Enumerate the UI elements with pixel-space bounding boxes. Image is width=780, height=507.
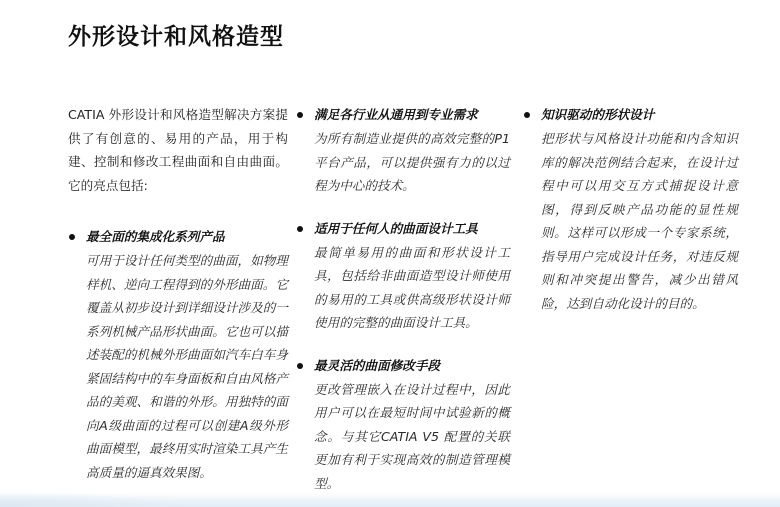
feature-surface-tools bbox=[296, 217, 510, 335]
bullet-heading-text: 最全面的集成化系列产品 bbox=[86, 229, 225, 244]
bullet-heading-text: 满足各行业从通用到专业需求 bbox=[314, 107, 478, 122]
column-1 bbox=[68, 103, 288, 484]
feature-knowledge-driven bbox=[523, 103, 738, 315]
page-title: 外形设计和风格造型 bbox=[68, 24, 284, 50]
column-2 bbox=[296, 103, 510, 495]
bullet-heading-text: 适用于任何人的曲面设计工具 bbox=[314, 220, 478, 236]
bullet-body: 更改管理嵌入在设计过程中，因此用户可以在最短时间中试验新的概念。与其它CATIA V5 配置的关联更加有利于实现高效的制造管理模型。 bbox=[314, 381, 510, 491]
bullet-heading bbox=[296, 217, 510, 241]
bullet-body: 把形状与风格设计功能和内含知识库的解决范例结合起来，在设计过程中可以用交互方式捕捉设计意图，得到反映产品功能的显性规则。这样可以形成一个专家系统，指导用户完成设计任务，对违反规则和冲突提出警告，减少出错风险，达到自动化设计的目的。 bbox=[541, 131, 738, 311]
bullet-body: 最简单易用的曲面和形状设计工具，包括给非曲面造型设计师使用的易用的工具或供高级形状设计师使用的完整的曲面设计工具。 bbox=[314, 244, 510, 330]
bullet-heading bbox=[296, 103, 510, 127]
bullet-body: 为所有制造业提供的高效完整的P1 平台产品，可以提供强有力的以过程为中心的技术。 bbox=[314, 131, 510, 193]
bullet-heading-text: 最灵活的曲面修改手段 bbox=[314, 357, 440, 373]
feature-surface-modification bbox=[296, 354, 510, 496]
bullet-dot-icon bbox=[297, 112, 303, 118]
bullet-dot-icon bbox=[297, 363, 303, 369]
bullet-heading-text: 知识驱动的形状设计 bbox=[541, 107, 655, 122]
column-3 bbox=[523, 103, 738, 315]
bullet-heading bbox=[296, 354, 510, 378]
bullet-heading bbox=[523, 103, 738, 127]
bullet-heading bbox=[68, 225, 288, 249]
intro-paragraph: CATIA 外形设计和风格造型解决方案提供了有创意的、易用的产品，用于构建、控制和修改工程曲面和自由曲面。它的亮点包括: bbox=[68, 107, 288, 193]
bullet-dot-icon bbox=[524, 112, 530, 118]
bottom-decorative-band bbox=[0, 493, 780, 507]
bullet-body: 可用于设计任何类型的曲面，如物理样机、逆向工程得到的外形曲面。它覆盖从初步设计到详细设计涉及的一系列机械产品形状曲面。它也可以描述装配的机械外形曲面如汽车白车身紧固结构中的车身面板和自由风格产品的美观、和谐的外形。用独特的面向A级曲面的过程可以创建A级外形曲面模型，最终用实时渲染工具产生高质量的逼真效果图。 bbox=[86, 253, 288, 480]
bullet-dot-icon bbox=[297, 226, 303, 232]
feature-integrated-suite bbox=[68, 225, 288, 484]
bullet-dot-icon bbox=[69, 234, 75, 240]
feature-industry-needs bbox=[296, 103, 510, 198]
